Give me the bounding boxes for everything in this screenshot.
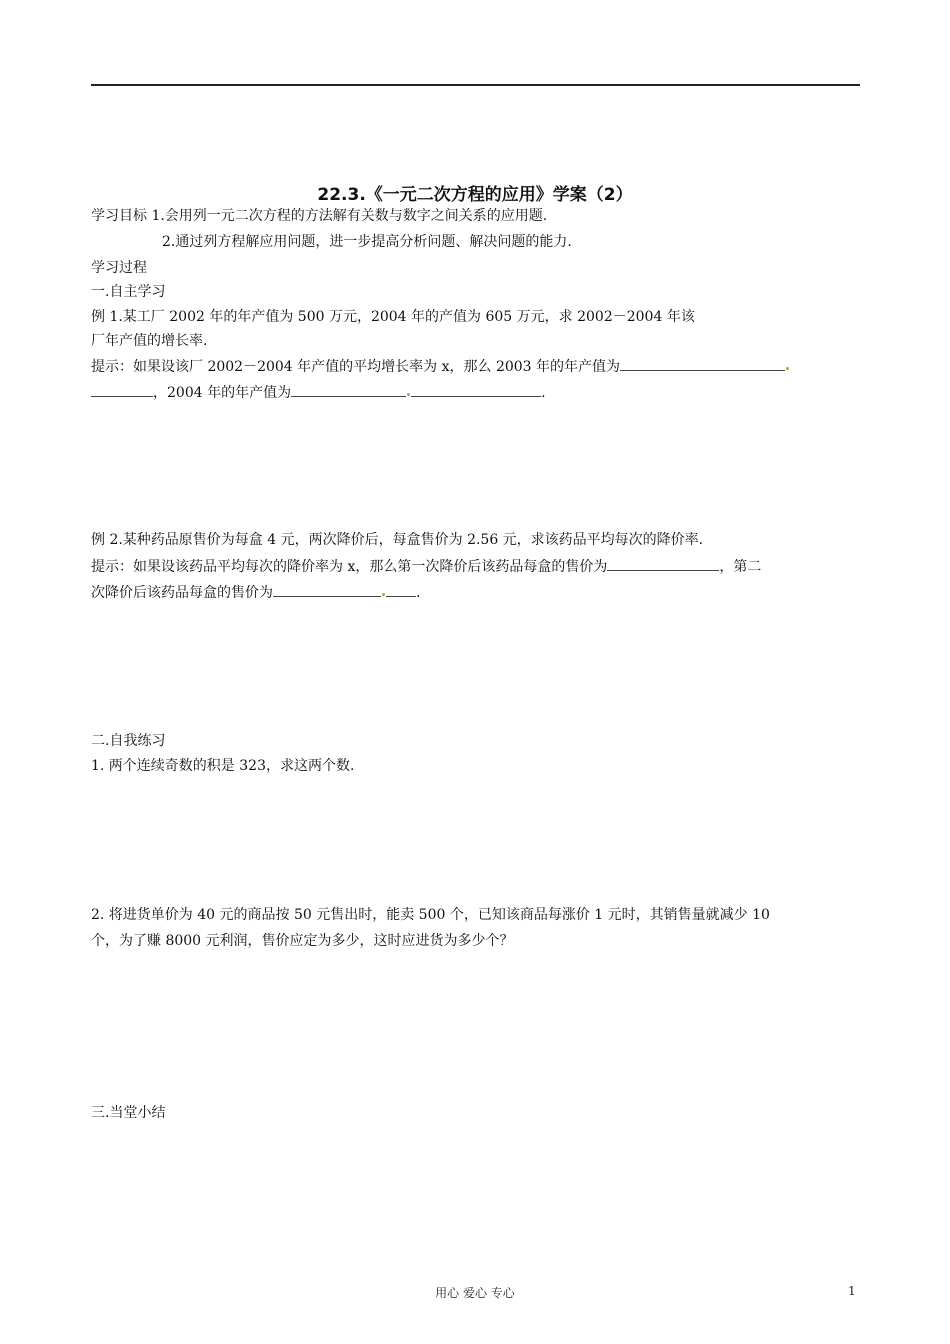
example2-hint-text-c: 次降价后该药品每盒的售价为 (91, 585, 273, 601)
page-number: 1 (848, 1284, 856, 1298)
example1-line-2: 厂年产值的增长率. (91, 333, 208, 349)
answer-blank-2003-cont[interactable] (91, 382, 153, 397)
marker-dot (407, 393, 410, 396)
example2-hint-line-2 (91, 582, 420, 603)
page-title: 22.3.《一元二次方程的应用》学案（2） (317, 185, 633, 205)
objective-line-2: 2.通过列方程解应用问题，进一步提高分析问题、解决问题的能力. (162, 234, 572, 250)
answer-blank-2004-b[interactable] (411, 382, 541, 397)
example1-hint-text-b: ，2004 年的年产值为 (153, 385, 292, 401)
example1-hint-line-2 (91, 382, 546, 403)
answer-blank-second-price-a[interactable] (273, 582, 381, 597)
marker-dot (382, 593, 385, 596)
section1-heading: 一.自主学习 (91, 284, 166, 300)
answer-blank-second-price-b[interactable] (386, 582, 416, 597)
answer-blank-2003[interactable] (620, 356, 785, 371)
example1-hint-end: . (541, 385, 546, 401)
objective-line-1: 学习目标 1.会用列一元二次方程的方法解有关数与数字之间关系的应用题. (91, 208, 548, 224)
example1-line-1: 例 1.某工厂 2002 年的年产值为 500 万元，2004 年的产值为 605 万元，求 2002－2004 年该 (91, 309, 695, 325)
marker-dot (786, 367, 789, 370)
answer-blank-2004-a[interactable] (291, 382, 406, 397)
example2-hint-line-1 (91, 556, 761, 577)
section3-heading: 三.当堂小结 (91, 1105, 166, 1121)
header-rule (91, 84, 860, 86)
example1-hint-text-a: 提示：如果设该厂 2002－2004 年产值的平均增长率为 x，那么 2003 年的年产值为 (91, 359, 621, 375)
practice-question-2-line-2: 个，为了赚 8000 元利润，售价应定为多少，这时应进货为多少个？ (91, 933, 514, 949)
answer-blank-first-price[interactable] (607, 556, 719, 571)
example2-hint-end: . (416, 585, 421, 601)
practice-question-2-line-1: 2. 将进货单价为 40 元的商品按 50 元售出时，能卖 500 个，已知该商品每涨价 1 元时，其销售量就减少 10 (91, 907, 770, 923)
footer-motto: 用心 爱心 专心 (435, 1286, 515, 1300)
example2-hint-text-a: 提示：如果设该药品平均每次的降价率为 x，那么第一次降价后该药品每盒的售价为 (91, 559, 608, 575)
example2-hint-text-b: ，第二 (719, 559, 762, 575)
example2-line-1: 例 2.某种药品原售价为每盒 4 元，两次降价后，每盒售价为 2.56 元，求该药品平均每次的降价率. (91, 532, 704, 548)
practice-question-1: 1. 两个连续奇数的积是 323，求这两个数. (91, 758, 355, 774)
section2-heading: 二.自我练习 (91, 733, 166, 749)
process-heading: 学习过程 (91, 260, 147, 276)
example1-hint-line-1 (91, 356, 790, 377)
